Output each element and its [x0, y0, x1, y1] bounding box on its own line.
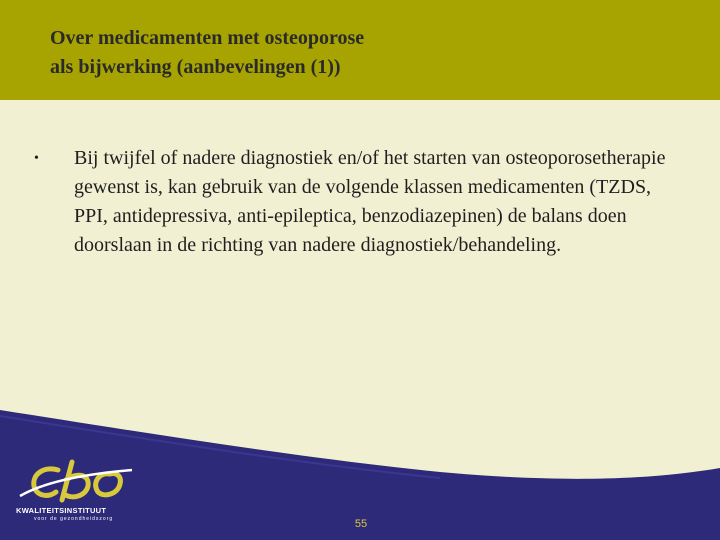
logo-name: KWALITEITSINSTITUUT	[16, 506, 107, 515]
logo	[14, 456, 144, 526]
bullet-marker: •	[34, 151, 39, 166]
slide-title	[50, 24, 690, 82]
page-number: 55	[354, 518, 368, 530]
title-line-1: Over medicamenten met osteoporose	[50, 27, 365, 49]
bullet-text: Bij twijfel of nadere diagnostiek en/of het starten van osteoporosetherapie gewenst is, kan gebruik van de volgende klassen medicamenten (TZDS, PPI, antidepressiva, anti-epileptica, benzodiazepinen) de balans doen doorslaan in de richting van nadere diagnostiek/behandeling.	[74, 147, 666, 256]
title-line-2: als bijwerking (aanbevelingen (1))	[50, 56, 341, 78]
bullet-item	[34, 144, 684, 260]
title-bar	[0, 0, 720, 100]
slide-body	[34, 144, 684, 260]
logo-tagline: voor de gezondheidszorg	[34, 516, 114, 522]
cbo-logo-icon	[14, 456, 144, 508]
